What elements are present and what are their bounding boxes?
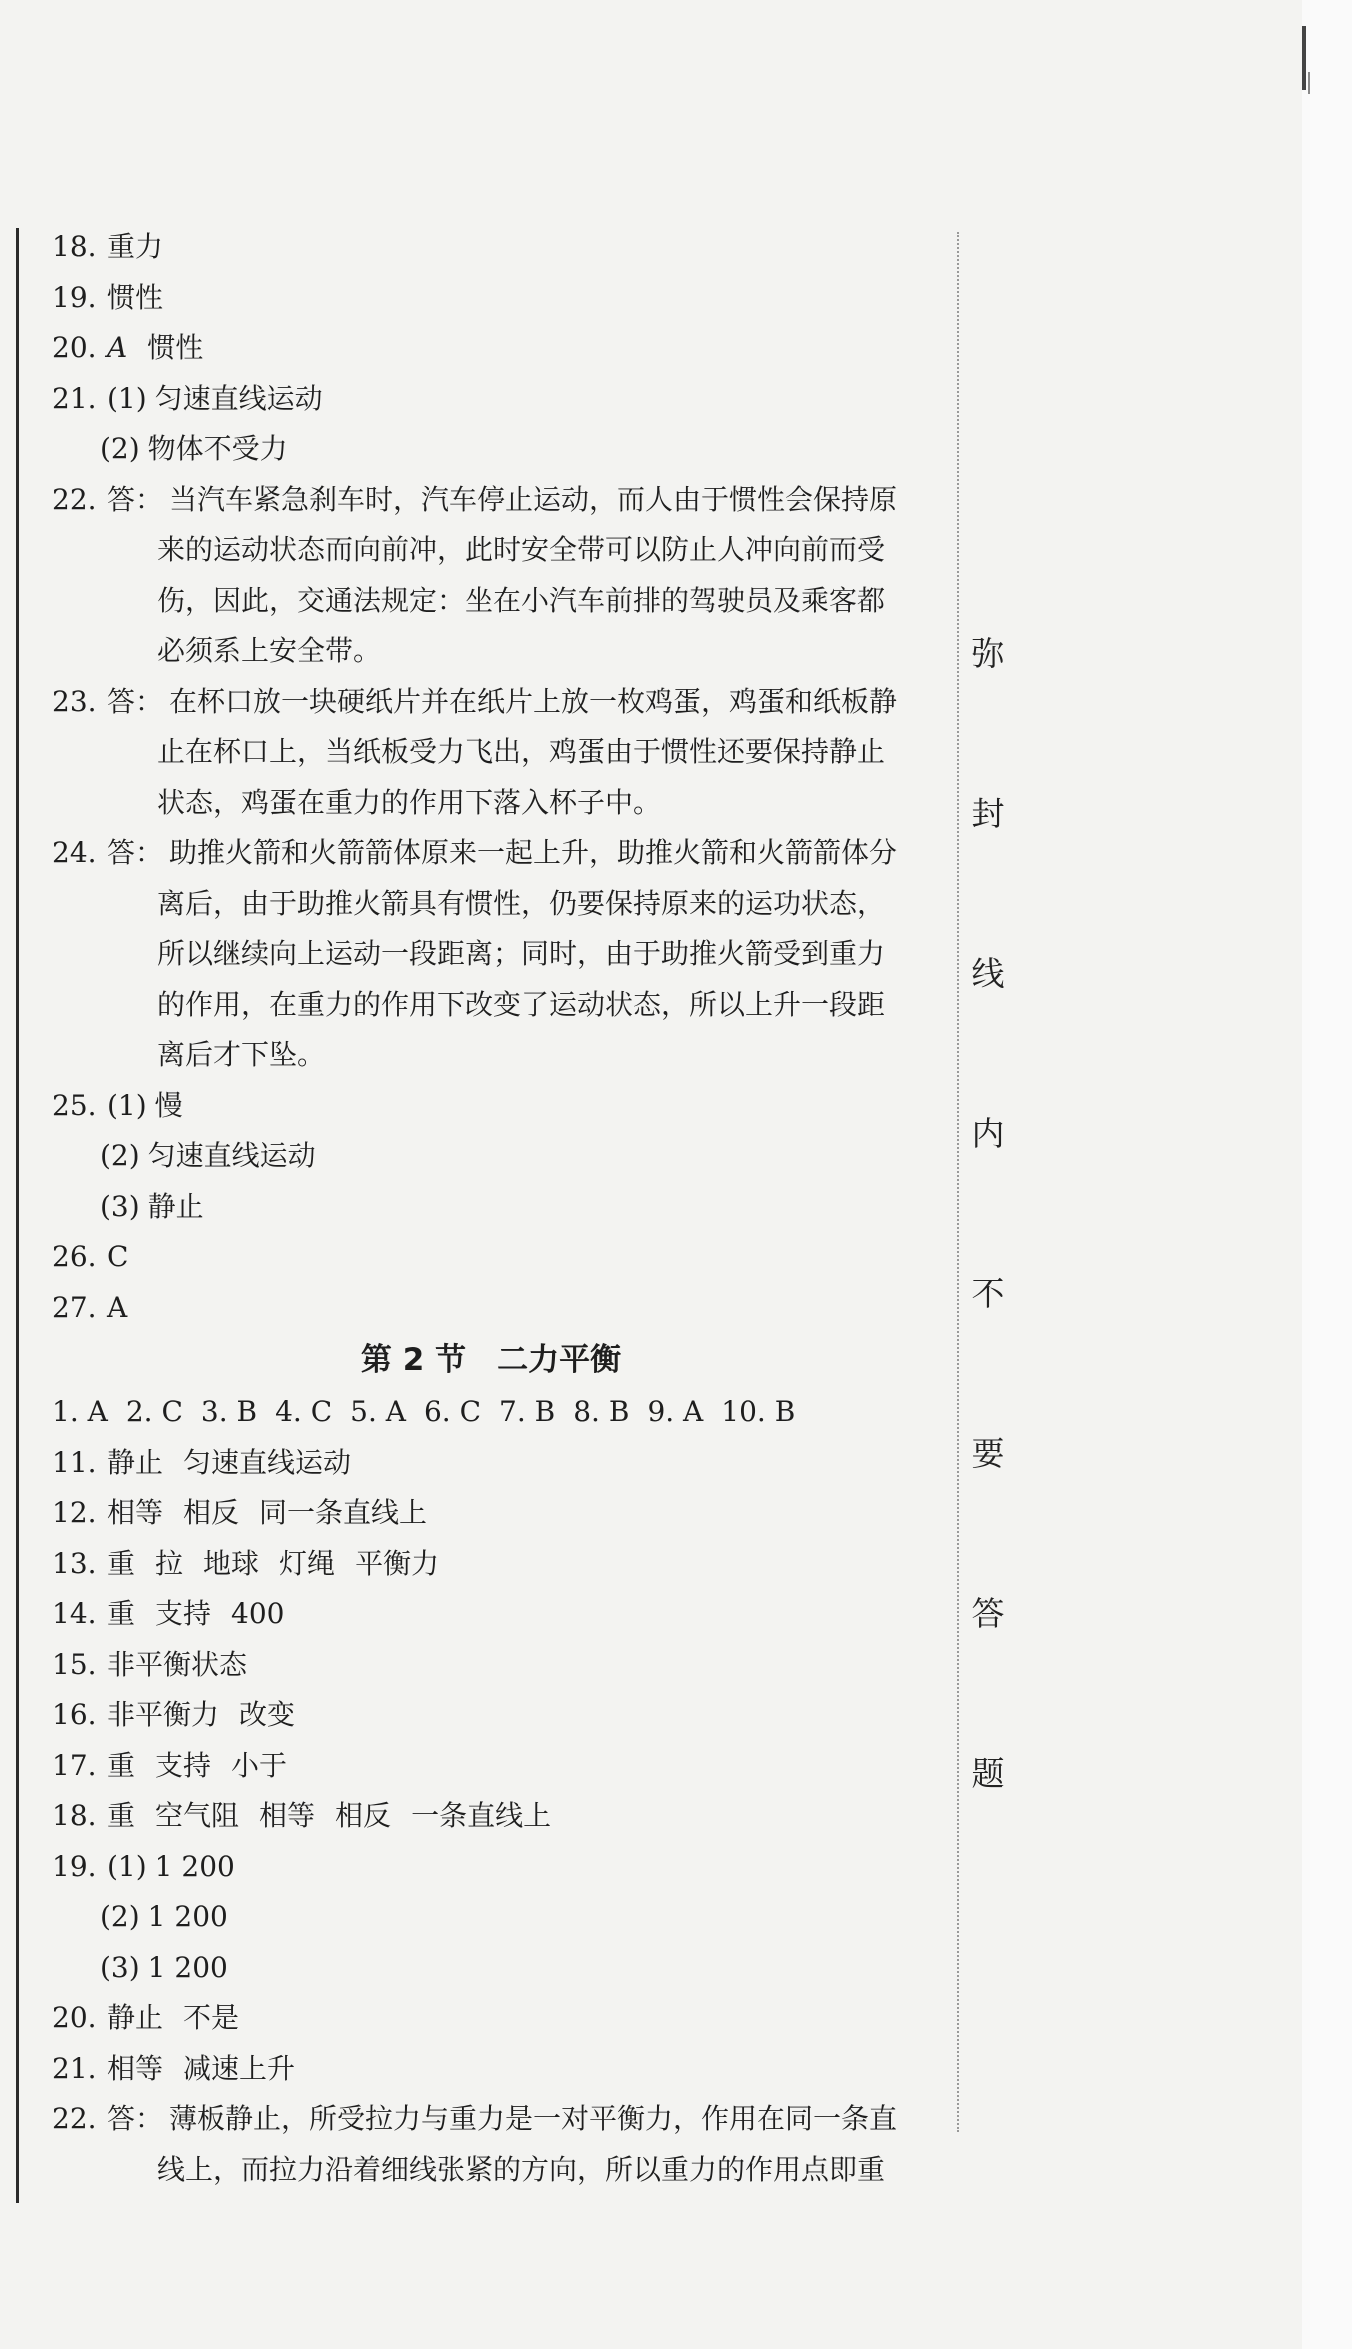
answer-line [52,727,942,778]
answer-text: 拉 [155,1546,184,1580]
question-number: 27. [52,1290,97,1324]
answer-label: 答： [107,482,164,516]
sub-number: (2) [100,1139,140,1172]
answer-line [52,1993,942,2044]
answer-text: 相等 [107,2051,164,2085]
question-number: 22. [52,2102,97,2135]
question-number: 11. [52,1445,97,1479]
answer-line [52,424,942,475]
answer-text: 离后才下坠。 [157,1038,326,1071]
answer-text: 伤，因此，交通法规定：坐在小汽车前排的驾驶员及乘客都 [157,583,886,617]
answer-text: 灯绳 [279,1546,336,1580]
sub-number: (1) [107,381,147,415]
answer-line [52,323,942,374]
answer-text: 地球 [203,1546,260,1580]
question-number: 22. [52,482,97,516]
mc-answer: 5. A [350,1395,406,1428]
seal-char: 题 [971,1754,1005,1793]
answer-line [52,525,942,576]
answer-line [52,980,942,1031]
mc-answer: 8. B [573,1395,630,1428]
answer-text: A [107,1290,128,1324]
answer-text: 非平衡状态 [107,1647,248,1681]
answer-line [52,1791,942,1842]
answer-line [52,1283,942,1334]
answer-text: 物体不受力 [147,432,288,465]
sub-number: (3) [100,1950,140,1984]
answer-text: 相反 [183,1496,240,1529]
answer-text: 相反 [335,1799,392,1832]
answer-label: 答： [107,2102,164,2135]
answer-text: 1 200 [154,1849,235,1883]
mc-answer: 9. A [647,1395,704,1428]
answer-line [52,1943,942,1994]
answer-text: 来的运动状态而向前冲，此时安全带可以防止人冲向前而受 [157,533,886,566]
answer-text: 400 [231,1597,285,1630]
answer-text: 所以继续向上运动一段距离；同时，由于助推火箭受到重力 [157,937,886,970]
question-number: 26. [52,1240,97,1273]
question-number: 20. [52,331,97,364]
answer-line [52,1081,942,1132]
answer-line [52,1438,942,1489]
answer-text: 的作用，在重力的作用下改变了运动状态，所以上升一段距 [157,987,886,1021]
answer-line [52,1741,942,1792]
answer-line [52,1488,942,1539]
mc-answer: 4. C [275,1395,333,1428]
answer-line [52,1690,942,1741]
answer-line [52,778,942,829]
answer-line [52,576,942,627]
answer-text: 1 200 [147,1950,228,1984]
answer-line [52,1030,942,1081]
question-number: 19. [52,1849,97,1883]
question-number: 24. [52,836,97,869]
answer-text: 改变 [239,1698,296,1731]
seal-dotted-line [957,232,959,2132]
seal-char: 答 [971,1594,1005,1633]
question-number: 14. [52,1597,97,1630]
seal-char: 封 [971,794,1005,833]
answer-line [52,677,942,728]
answer-text: 助推火箭和火箭箭体原来一起上升，助推火箭和火箭箭体分 [169,836,898,869]
answer-text: 惯性 [107,280,164,314]
answer-line [52,2044,942,2095]
answer-line [52,2145,942,2196]
answer-text: 小于 [231,1748,288,1782]
answer-text: 必须系上安全带。 [157,634,382,667]
answer-text: 状态，鸡蛋在重力的作用下落入杯子中。 [157,785,662,819]
answer-text: 静止 [147,1189,204,1223]
answer-content [52,222,942,2195]
question-number: 12. [52,1496,97,1529]
answer-line [52,374,942,425]
answer-text: 重 [107,1546,136,1580]
mc-answer: 2. C [125,1395,183,1428]
seal-char: 弥 [971,634,1005,673]
answer-text: 薄板静止，所受拉力与重力是一对平衡力，作用在同一条直 [169,2102,898,2135]
answer-text: 止在杯口上，当纸板受力飞出，鸡蛋由于惯性还要保持静止 [157,735,886,768]
question-number: 21. [52,381,97,415]
answer-line [52,475,942,526]
answer-text: 慢 [154,1088,183,1122]
answer-text: 非平衡力 [107,1698,220,1731]
question-number: 20. [52,2001,97,2034]
answer-text: 同一条直线上 [259,1496,428,1529]
sub-number: (2) [100,1900,140,1933]
answer-line [52,879,942,930]
corner-mark-small [1308,72,1310,94]
question-number: 16. [52,1698,97,1731]
corner-mark [1302,26,1306,90]
answer-text: 静止 [107,1445,164,1479]
answer-text: 线上，而拉力沿着细线张紧的方向，所以重力的作用点即重 [157,2152,886,2186]
answer-line [52,929,942,980]
question-number: 23. [52,684,97,718]
answer-label: 答： [107,684,164,718]
question-number: 25. [52,1088,97,1122]
seal-char: 要 [971,1434,1005,1473]
seal-char: 线 [971,954,1005,993]
question-number: 13. [52,1546,97,1580]
answer-text: 空气阻 [155,1799,240,1832]
multiple-choice-row [52,1387,942,1438]
answer-text: 重 [107,1748,136,1782]
answer-text: 重 [107,1597,136,1630]
answer-line [52,2094,942,2145]
answer-line [52,1842,942,1893]
question-number: 18. [52,1799,97,1832]
answer-line [52,626,942,677]
answer-line [52,1892,942,1943]
mc-answer: 10. B [721,1395,796,1428]
question-number: 21. [52,2051,97,2085]
answer-text: A [107,331,128,364]
answer-line [52,828,942,879]
answer-line [52,1589,942,1640]
section-title: 第 2 节 二力平衡 [360,1342,622,1378]
answer-text: 一条直线上 [411,1799,552,1832]
answer-text: 减速上升 [183,2051,296,2085]
answer-text: 不是 [183,2001,240,2034]
question-number: 18. [52,230,97,263]
page-edge [1302,0,1352,2349]
mc-answer: 7. B [499,1395,556,1428]
answer-text: 当汽车紧急刹车时，汽车停止运动，而人由于惯性会保持原 [169,482,898,516]
answer-text: 惯性 [147,331,204,364]
answer-line [52,1182,942,1233]
question-number: 17. [52,1748,97,1782]
answer-text: 匀速直线运动 [154,381,323,415]
question-number: 15. [52,1647,97,1681]
answer-line [52,273,942,324]
seal-char: 内 [971,1114,1005,1153]
answer-text: 在杯口放一块硬纸片并在纸片上放一枚鸡蛋，鸡蛋和纸板静 [169,684,898,718]
answer-line [52,1131,942,1182]
sub-number: (3) [100,1189,140,1223]
answer-text: 支持 [155,1597,212,1630]
sub-number: (1) [107,1088,147,1122]
answer-text: 1 200 [147,1900,228,1933]
answer-text: 支持 [155,1748,212,1782]
mc-answer: 1. A [52,1395,108,1428]
binding-edge-line [16,228,19,2203]
answer-line [52,1640,942,1691]
answer-text: 重 [107,1799,136,1832]
answer-line [52,1539,942,1590]
answer-label: 答： [107,836,164,869]
answer-text: 匀速直线运动 [183,1445,352,1479]
question-number: 19. [52,280,97,314]
sub-number: (1) [107,1849,147,1883]
sub-number: (2) [100,432,140,465]
mc-answer: 6. C [423,1395,482,1428]
answer-text: 匀速直线运动 [147,1139,316,1172]
seal-char: 不 [971,1274,1005,1313]
answer-text: 重力 [107,230,164,263]
answer-text: 平衡力 [355,1546,440,1580]
answer-text: 离后，由于助推火箭具有惯性，仍要保持原来的运功状态， [157,886,886,920]
answer-text: 相等 [107,1496,164,1529]
answer-text: 静止 [107,2001,164,2034]
answer-text: C [107,1240,129,1273]
mc-answer: 3. B [200,1395,258,1428]
answer-text: 相等 [259,1799,316,1832]
answer-line [52,222,942,273]
answer-line [52,1232,942,1283]
